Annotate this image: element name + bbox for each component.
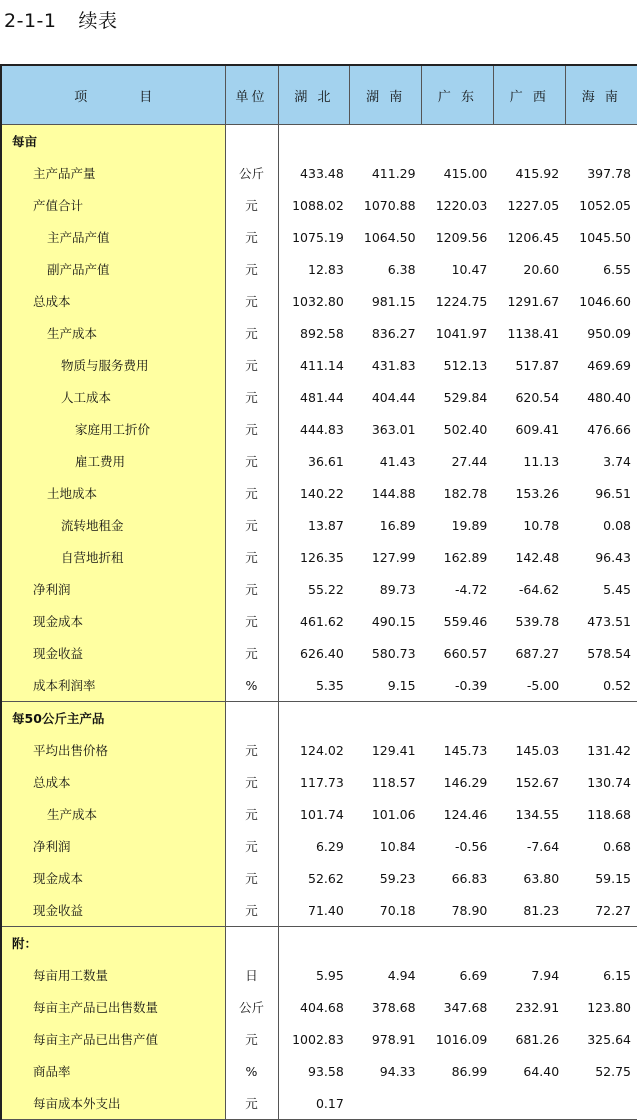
value-cell: 145.73 <box>443 742 488 758</box>
value-cell: 5.35 <box>315 677 344 693</box>
value-cell: 473.51 <box>587 613 631 629</box>
row-label: 雇工费用 <box>1 445 225 477</box>
row-label: 净利润 <box>1 573 225 605</box>
value-cell: -7.64 <box>526 838 560 854</box>
row-label: 生产成本 <box>1 317 225 349</box>
row-unit: 元 <box>225 573 278 605</box>
page-title <box>4 6 118 33</box>
row-unit: 元 <box>225 862 278 894</box>
value-cell: 3.74 <box>603 453 631 469</box>
value-cell <box>278 125 350 158</box>
table-row <box>1 830 637 862</box>
header-region: 广 东 <box>422 65 494 125</box>
value-cell: 1046.60 <box>579 293 631 309</box>
row-unit: 元 <box>225 317 278 349</box>
value-cell: 609.41 <box>515 421 560 437</box>
value-cell: 950.09 <box>587 325 631 341</box>
row-label: 物质与服务费用 <box>1 349 225 381</box>
value-cell: 1206.45 <box>507 229 560 245</box>
table-row <box>1 605 637 637</box>
row-unit: 元 <box>225 605 278 637</box>
value-cell: 101.06 <box>371 806 416 822</box>
value-cell: 681.26 <box>515 1031 560 1047</box>
value-cell: 626.40 <box>300 645 344 661</box>
value-cell: 490.15 <box>371 613 416 629</box>
value-cell: 145.03 <box>515 742 560 758</box>
value-cell: 480.40 <box>587 389 631 405</box>
row-label: 现金收益 <box>1 637 225 669</box>
table-body <box>1 125 637 1120</box>
value-cell <box>493 125 565 158</box>
section-row <box>1 927 637 960</box>
row-label: 平均出售价格 <box>1 734 225 766</box>
value-cell: 580.73 <box>371 645 416 661</box>
row-label: 每亩 <box>1 125 225 158</box>
value-cell: 578.54 <box>587 645 631 661</box>
row-unit: 元 <box>225 221 278 253</box>
value-cell: 6.29 <box>315 838 344 854</box>
value-cell <box>493 702 565 735</box>
row-label: 现金成本 <box>1 862 225 894</box>
value-cell <box>565 702 637 735</box>
value-cell <box>278 702 350 735</box>
table-row <box>1 221 637 253</box>
value-cell <box>350 702 422 735</box>
row-unit: 元 <box>225 189 278 221</box>
value-cell: 444.83 <box>300 421 344 437</box>
value-cell: 1088.02 <box>292 197 344 213</box>
value-cell: 101.74 <box>300 806 344 822</box>
row-label: 附： <box>1 927 225 960</box>
table-row <box>1 862 637 894</box>
value-cell: 41.43 <box>379 453 416 469</box>
data-table <box>0 64 637 1120</box>
value-cell: 13.87 <box>308 517 344 533</box>
value-cell: 481.44 <box>300 389 344 405</box>
value-cell: 5.45 <box>603 581 631 597</box>
row-unit: 元 <box>225 381 278 413</box>
value-cell: 96.43 <box>595 549 631 565</box>
row-unit: 元 <box>225 413 278 445</box>
value-cell: 529.84 <box>443 389 488 405</box>
value-cell: -4.72 <box>455 581 488 597</box>
header-item: 项 目 <box>1 65 225 125</box>
value-cell: 16.89 <box>379 517 416 533</box>
value-cell: 469.69 <box>587 357 631 373</box>
header-region: 湖 北 <box>278 65 350 125</box>
row-unit: 元 <box>225 477 278 509</box>
value-cell: 10.47 <box>451 261 488 277</box>
value-cell: 512.13 <box>443 357 488 373</box>
value-cell: 1138.41 <box>507 325 560 341</box>
value-cell: 153.26 <box>515 485 560 501</box>
value-cell <box>422 927 494 960</box>
value-cell: 124.46 <box>443 806 488 822</box>
value-cell: -64.62 <box>518 581 560 597</box>
value-cell: 12.83 <box>308 261 344 277</box>
value-cell: 64.40 <box>523 1063 560 1079</box>
value-cell: 86.99 <box>451 1063 488 1079</box>
value-cell: 5.95 <box>315 967 344 983</box>
table-row <box>1 413 637 445</box>
table-row <box>1 509 637 541</box>
row-label: 自营地折租 <box>1 541 225 573</box>
value-cell: 1052.05 <box>579 197 631 213</box>
section-row <box>1 125 637 158</box>
value-cell: 129.41 <box>371 742 416 758</box>
table-row <box>1 317 637 349</box>
value-cell: 93.58 <box>308 1063 344 1079</box>
row-unit <box>225 927 278 960</box>
row-label: 主产品产值 <box>1 221 225 253</box>
table-row <box>1 798 637 830</box>
value-cell: 404.44 <box>371 389 416 405</box>
value-cell: 1002.83 <box>292 1031 344 1047</box>
value-cell: 78.90 <box>451 902 488 918</box>
value-cell: 130.74 <box>587 774 631 790</box>
value-cell: 70.18 <box>379 902 416 918</box>
row-label: 总成本 <box>1 285 225 317</box>
value-cell: 476.66 <box>587 421 631 437</box>
row-label: 成本利润率 <box>1 669 225 702</box>
value-cell: 411.14 <box>300 357 344 373</box>
value-cell <box>278 927 350 960</box>
value-cell: 397.78 <box>587 165 631 181</box>
table-row <box>1 189 637 221</box>
row-label: 现金成本 <box>1 605 225 637</box>
value-cell <box>565 927 637 960</box>
value-cell: 162.89 <box>443 549 488 565</box>
value-cell: 118.57 <box>371 774 416 790</box>
table-row <box>1 285 637 317</box>
row-unit: % <box>225 669 278 702</box>
value-cell: 36.61 <box>308 453 344 469</box>
value-cell: 1064.50 <box>363 229 416 245</box>
value-cell: 325.64 <box>587 1031 631 1047</box>
value-cell: 502.40 <box>443 421 488 437</box>
value-cell: 363.01 <box>371 421 416 437</box>
value-cell: 52.75 <box>595 1063 631 1079</box>
row-label: 每亩成本外支出 <box>1 1087 225 1120</box>
row-unit: 元 <box>225 894 278 927</box>
row-unit: 元 <box>225 253 278 285</box>
table-row <box>1 734 637 766</box>
value-cell: 146.29 <box>443 774 488 790</box>
value-cell: 415.00 <box>443 165 488 181</box>
value-cell: 1224.75 <box>435 293 488 309</box>
value-cell: 415.92 <box>515 165 560 181</box>
value-cell: 431.83 <box>371 357 416 373</box>
table-row <box>1 445 637 477</box>
value-cell: 11.13 <box>523 453 560 469</box>
value-cell: -0.56 <box>455 838 488 854</box>
value-cell: 89.73 <box>379 581 416 597</box>
value-cell: 1070.88 <box>363 197 416 213</box>
row-unit: 元 <box>225 734 278 766</box>
value-cell: 6.55 <box>603 261 631 277</box>
value-cell <box>565 125 637 158</box>
value-cell: 117.73 <box>300 774 344 790</box>
value-cell: 347.68 <box>443 999 488 1015</box>
table-row <box>1 1055 637 1087</box>
value-cell: 539.78 <box>515 613 560 629</box>
row-label: 主产品产量 <box>1 157 225 189</box>
value-cell <box>422 702 494 735</box>
value-cell: 4.94 <box>387 967 416 983</box>
row-unit <box>225 125 278 158</box>
value-cell: 66.83 <box>451 870 488 886</box>
value-cell: 0.08 <box>603 517 631 533</box>
value-cell <box>422 125 494 158</box>
row-unit: 元 <box>225 509 278 541</box>
table-row <box>1 573 637 605</box>
table-row <box>1 1087 637 1120</box>
value-cell: 20.60 <box>523 261 560 277</box>
row-unit: 公斤 <box>225 991 278 1023</box>
row-label: 土地成本 <box>1 477 225 509</box>
row-label: 家庭用工折价 <box>1 413 225 445</box>
value-cell: 1045.50 <box>579 229 631 245</box>
table-row <box>1 253 637 285</box>
value-cell: 978.91 <box>371 1031 416 1047</box>
value-cell: 55.22 <box>308 581 344 597</box>
row-unit: 公斤 <box>225 157 278 189</box>
header-unit: 单位 <box>225 65 278 125</box>
value-cell: 836.27 <box>371 325 416 341</box>
value-cell: 0.68 <box>603 838 631 854</box>
row-unit: 元 <box>225 830 278 862</box>
value-cell: 1032.80 <box>292 293 344 309</box>
value-cell: 182.78 <box>443 485 488 501</box>
row-label: 商品率 <box>1 1055 225 1087</box>
table-row <box>1 894 637 927</box>
row-unit: 元 <box>225 766 278 798</box>
value-cell: 6.15 <box>603 967 631 983</box>
row-unit: 元 <box>225 798 278 830</box>
value-cell: 72.27 <box>595 902 631 918</box>
value-cell: 1220.03 <box>435 197 488 213</box>
value-cell <box>350 927 422 960</box>
row-unit: 日 <box>225 959 278 991</box>
header-row <box>1 65 637 125</box>
table-row <box>1 477 637 509</box>
row-unit: 元 <box>225 541 278 573</box>
row-label: 每50公斤主产品 <box>1 702 225 735</box>
row-unit: 元 <box>225 285 278 317</box>
value-cell: 19.89 <box>451 517 488 533</box>
value-cell <box>422 1087 494 1120</box>
value-cell: 124.02 <box>300 742 344 758</box>
table-row <box>1 349 637 381</box>
value-cell <box>350 125 422 158</box>
value-cell: 118.68 <box>587 806 631 822</box>
row-label: 生产成本 <box>1 798 225 830</box>
value-cell: 126.35 <box>300 549 344 565</box>
header-region: 湖 南 <box>350 65 422 125</box>
table-row <box>1 637 637 669</box>
value-cell: 620.54 <box>515 389 560 405</box>
value-cell: 461.62 <box>300 613 344 629</box>
value-cell: 96.51 <box>595 485 631 501</box>
value-cell <box>493 927 565 960</box>
table-row <box>1 381 637 413</box>
value-cell: 411.29 <box>371 165 416 181</box>
value-cell: 52.62 <box>308 870 344 886</box>
value-cell: 10.84 <box>379 838 416 854</box>
value-cell: 6.38 <box>387 261 416 277</box>
value-cell: 152.67 <box>515 774 560 790</box>
table-code: 2-1-1 <box>4 10 57 32</box>
row-label: 流转地租金 <box>1 509 225 541</box>
value-cell: 660.57 <box>443 645 488 661</box>
value-cell: 892.58 <box>300 325 344 341</box>
value-cell: 9.15 <box>387 677 416 693</box>
row-label: 每亩主产品已出售产值 <box>1 1023 225 1055</box>
table-row <box>1 541 637 573</box>
row-label: 每亩主产品已出售数量 <box>1 991 225 1023</box>
value-cell: 0.52 <box>603 677 631 693</box>
row-unit: 元 <box>225 445 278 477</box>
table-row <box>1 991 637 1023</box>
table-row <box>1 766 637 798</box>
value-cell: 1041.97 <box>435 325 488 341</box>
value-cell: 81.23 <box>523 902 560 918</box>
value-cell: 131.42 <box>587 742 631 758</box>
row-unit: 元 <box>225 1087 278 1120</box>
row-label: 现金收益 <box>1 894 225 927</box>
value-cell: 687.27 <box>515 645 560 661</box>
row-unit: 元 <box>225 637 278 669</box>
table-row <box>1 959 637 991</box>
value-cell: 1209.56 <box>435 229 488 245</box>
value-cell: 10.78 <box>523 517 560 533</box>
value-cell: 404.68 <box>300 999 344 1015</box>
table-row <box>1 157 637 189</box>
value-cell: 142.48 <box>515 549 560 565</box>
table-row <box>1 669 637 702</box>
value-cell: 123.80 <box>587 999 631 1015</box>
row-unit: 元 <box>225 1023 278 1055</box>
row-label: 净利润 <box>1 830 225 862</box>
row-unit: 元 <box>225 349 278 381</box>
value-cell: 134.55 <box>515 806 560 822</box>
value-cell: 94.33 <box>379 1063 416 1079</box>
value-cell: -0.39 <box>455 677 488 693</box>
value-cell: 232.91 <box>515 999 560 1015</box>
value-cell: 27.44 <box>451 453 488 469</box>
row-label: 每亩用工数量 <box>1 959 225 991</box>
section-row <box>1 702 637 735</box>
row-label: 总成本 <box>1 766 225 798</box>
value-cell: 6.69 <box>459 967 488 983</box>
value-cell: -5.00 <box>526 677 560 693</box>
value-cell: 7.94 <box>531 967 560 983</box>
value-cell: 559.46 <box>443 613 488 629</box>
value-cell: 1075.19 <box>292 229 344 245</box>
header-region: 海 南 <box>565 65 637 125</box>
value-cell: 378.68 <box>371 999 416 1015</box>
value-cell: 1227.05 <box>507 197 560 213</box>
row-unit <box>225 702 278 735</box>
value-cell: 63.80 <box>523 870 560 886</box>
value-cell: 1291.67 <box>507 293 560 309</box>
header-region: 广 西 <box>493 65 565 125</box>
value-cell <box>350 1087 422 1120</box>
value-cell: 71.40 <box>308 902 344 918</box>
value-cell <box>565 1087 637 1120</box>
value-cell: 140.22 <box>300 485 344 501</box>
table-row <box>1 1023 637 1055</box>
value-cell: 59.23 <box>379 870 416 886</box>
table-label: 续表 <box>78 10 118 32</box>
value-cell: 433.48 <box>300 165 344 181</box>
value-cell: 517.87 <box>515 357 560 373</box>
value-cell: 59.15 <box>595 870 631 886</box>
value-cell <box>493 1087 565 1120</box>
value-cell: 1016.09 <box>435 1031 488 1047</box>
row-label: 产值合计 <box>1 189 225 221</box>
value-cell: 981.15 <box>371 293 416 309</box>
row-label: 副产品产值 <box>1 253 225 285</box>
value-cell: 0.17 <box>278 1087 350 1120</box>
value-cell: 144.88 <box>371 485 416 501</box>
row-label: 人工成本 <box>1 381 225 413</box>
row-unit: % <box>225 1055 278 1087</box>
value-cell: 127.99 <box>371 549 416 565</box>
